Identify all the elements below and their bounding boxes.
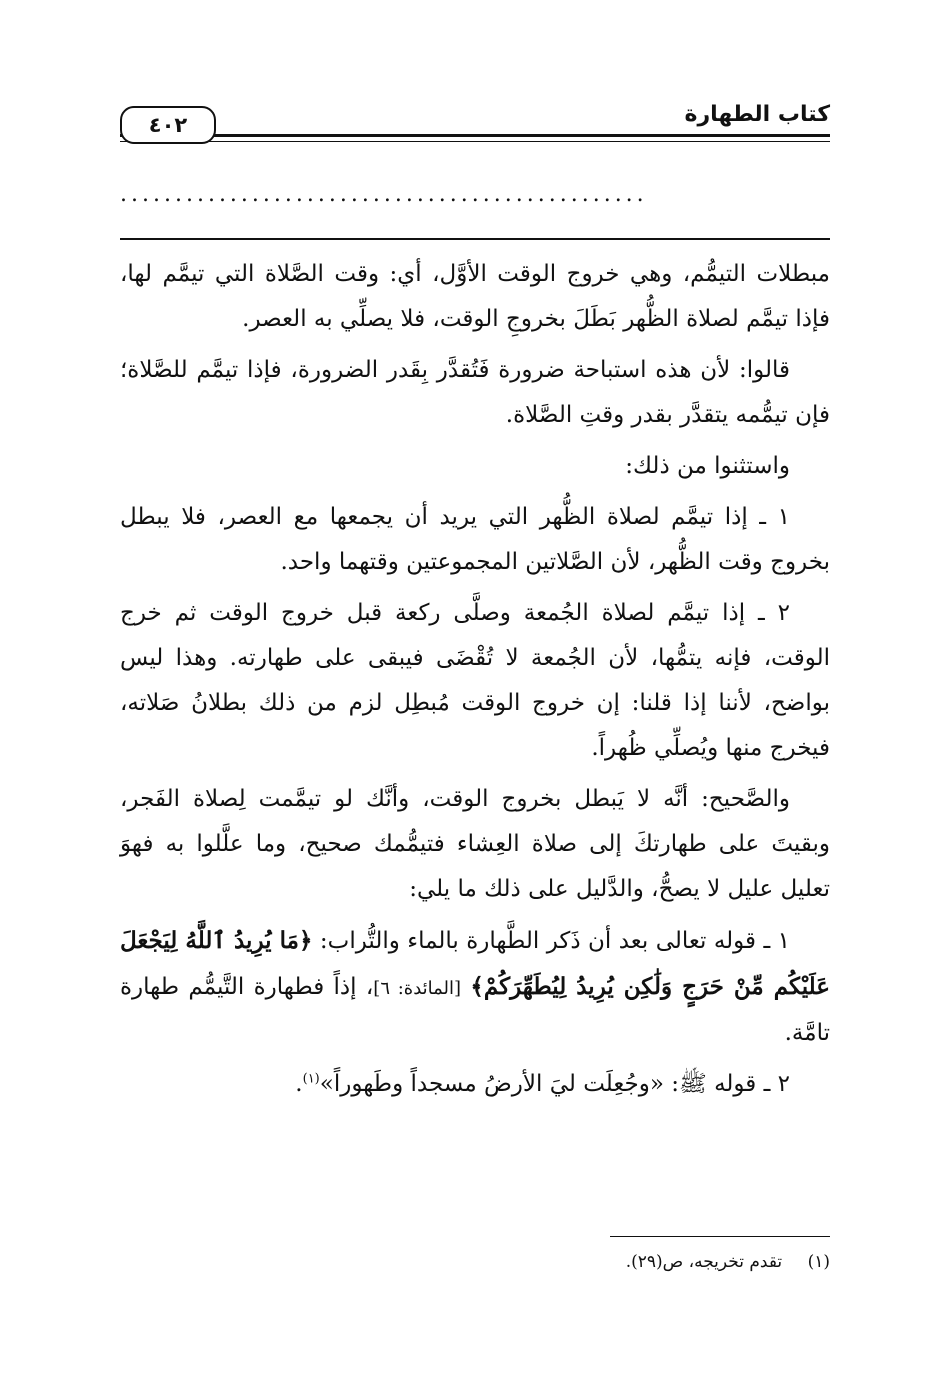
- header-rule-thin: [120, 141, 830, 142]
- evidence-2-end: .: [295, 1071, 303, 1097]
- evidence-2: [120, 1062, 830, 1107]
- hadith-text: «وجُعِلَت ليَ الأرضُ مسجداً وطَهوراً»: [319, 1071, 664, 1097]
- footnote-text: تقدم تخريجه، ص(٢٩).: [625, 1252, 783, 1272]
- evidence-1-conclusion: ، إذاً فطهارة التَّيمُّم طهارة تامَّة.: [120, 974, 830, 1046]
- page-number: ٤٠٢: [148, 113, 188, 137]
- section-separator: [120, 238, 830, 240]
- book-title: كتاب الطهارة: [684, 102, 830, 127]
- footnote-marker: (١): [302, 1071, 320, 1087]
- page-body: [120, 252, 830, 1113]
- quran-verse: ﴿مَا يُرِيدُ ٱللَّهُ لِيَجْعَلَ عَلَيْكُم مِّنْ حَرَجٍ وَلَٰكِن يُرِيدُ لِيُطَهِّرَكُمْ﴾: [120, 927, 831, 1000]
- paragraph-5: ٢ ـ إذا تيمَّم لصلاة الجُمعة وصلَّى ركعة قبل خروج الوقت ثم خرج الوقت، فإنه يتمُّها، لأن الجُمعة لا تُقْضَى فيبقى على طهارته. وهذا ليس بواضح، لأننا إذا قلنا: إن خروج الوقت مُبطِل لزم من ذلك بطلانُ صَلاته، فيخرج منها ويُصلِّي ظُهراً.: [120, 600, 830, 761]
- header-rule-thick: [120, 134, 830, 137]
- paragraph-3: واستثنوا من ذلك:: [625, 453, 790, 479]
- footnote-number: (١): [807, 1252, 830, 1272]
- evidence-1-intro: ١ ـ قوله تعالى بعد أن ذَكر الطَّهارة بالماء والتُّراب:: [319, 928, 790, 954]
- paragraph-1: مبطلات التيمُّم، وهي خروج الوقت الأوَّل، أي: وقت الصَّلاة التي تيمَّم لها، فإذا تيمَّم لصلاة الظُّهر بَطَلَ بخروجِ الوقت، فلا يصلِّي به العصر.: [120, 261, 830, 332]
- omission-dots: ................................................: [120, 182, 648, 207]
- paragraph-6: والصَّحيح: أنَّه لا يَبطل بخروج الوقت، وأنَّك لو تيمَّمت لِصلاة الفَجر، وبقيتَ على طهارتكَ إلى صلاة العِشاء فتيمُّمك صحيح، وما علَّلوا به فهوَ تعليل عليل لا يصحُّ، والدَّليل على ذلك ما يلي:: [120, 786, 830, 902]
- page-number-box: [120, 106, 216, 144]
- verse-reference: [المائدة: ٦]: [373, 978, 462, 999]
- paragraph-4: ١ ـ إذا تيمَّم لصلاة الظُّهر التي يريد أن يجمعها مع العصر، فلا يبطل بخروج وقت الظُّهر، لأن الصَّلاتين المجموعتين وقتهما واحد.: [120, 504, 830, 575]
- evidence-2-intro: ٢ ـ قوله ﷺ:: [671, 1071, 790, 1097]
- footnote-rule: [610, 1236, 830, 1237]
- paragraph-2: قالوا: لأن هذه استباحة ضرورة فَتُقدَّر بِقَدر الضرورة، فإذا تيمَّم للصَّلاة؛ فإن تيمُّمه يتقدَّر بقدر وقتِ الصَّلاة.: [120, 357, 830, 428]
- evidence-1: [120, 918, 830, 1056]
- footnote: [120, 1248, 830, 1276]
- page-header: [120, 100, 830, 150]
